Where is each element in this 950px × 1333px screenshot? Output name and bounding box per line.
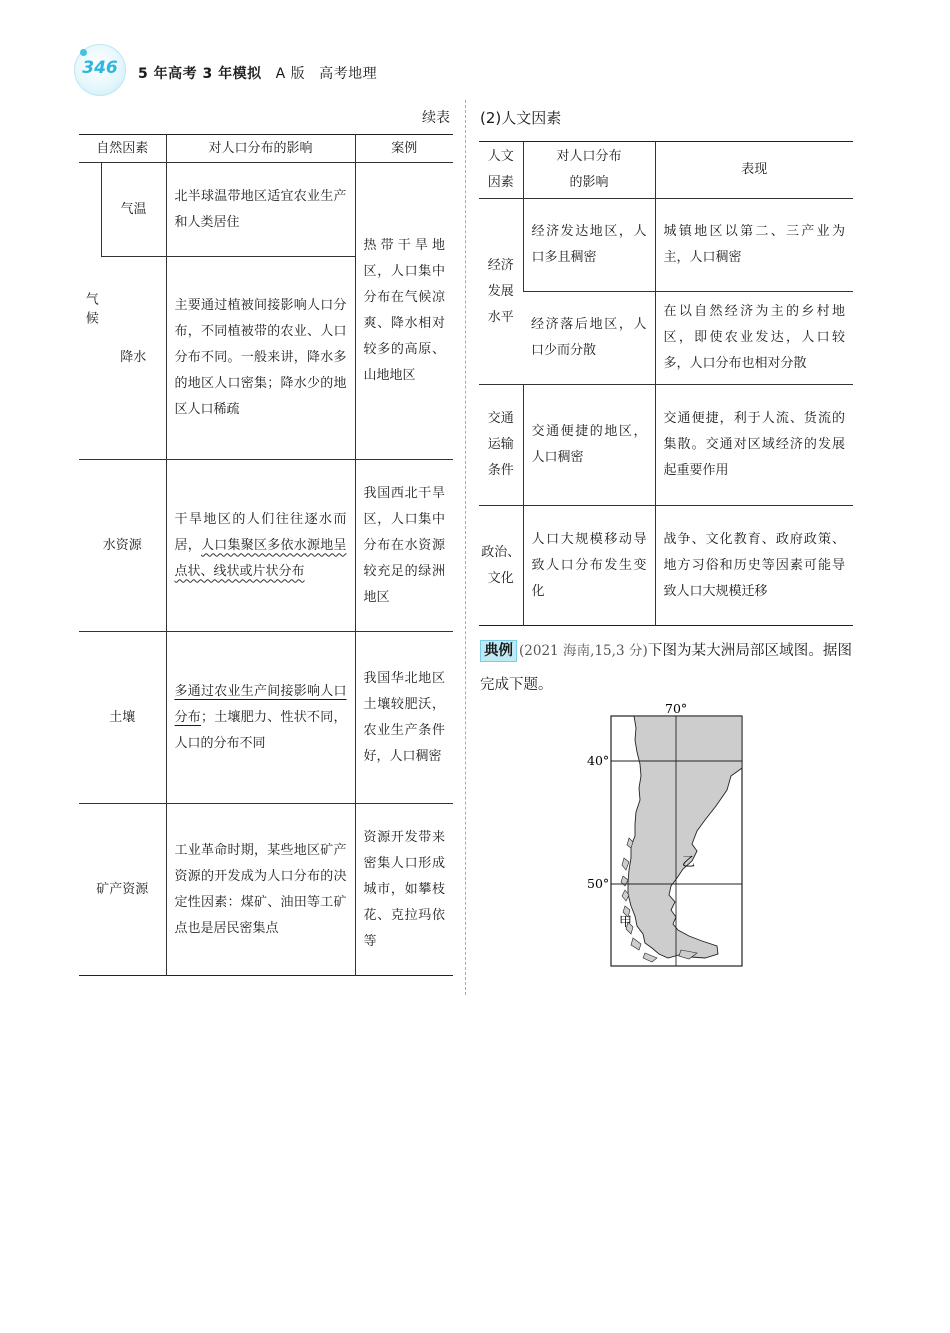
- human-factors-table: [479, 141, 853, 626]
- water-factor: 水资源: [79, 460, 166, 632]
- book-title: 5 年高考 3 年模拟: [138, 66, 262, 82]
- politics-culture-factor: 政治、文化: [479, 506, 523, 626]
- economy-row2-manifestation: 在以自然经济为主的乡村地区，即使农业发达，人口较多，人口分布也相对分散: [655, 292, 853, 385]
- example-question: [480, 634, 852, 702]
- water-influence-plain: 干旱地区的人们往往逐水而居，: [174, 511, 347, 553]
- minerals-case: 资源开发带来密集人口形成城市，如攀枝花、克拉玛依等: [355, 804, 453, 976]
- book-subject: 高考地理: [319, 66, 378, 82]
- place-label-yi: 乙: [682, 855, 696, 870]
- book-header: [138, 63, 377, 83]
- minerals-factor: 矿产资源: [79, 804, 166, 976]
- place-label-jia: 甲: [619, 915, 633, 930]
- lat-label-40: 40°: [587, 753, 610, 768]
- book-edition: A 版: [275, 66, 306, 82]
- temperature-influence: 北半球温带地区适宜农业生产和人类居住: [166, 163, 355, 257]
- region-map: [585, 698, 750, 973]
- economy-row1-manifestation: 城镇地区以第二、三产业为主，人口稠密: [655, 199, 853, 292]
- politics-culture-manifestation: 战争、文化教育、政府政策、地方习俗和历史等因素可能导致人口大规模迁移: [655, 506, 853, 626]
- transport-manifestation: 交通便捷，利于人流、货流的集散。交通对区域经济的发展起重要作用: [655, 385, 853, 506]
- natural-factors-table: [79, 134, 453, 976]
- example-badge: 典例: [480, 640, 517, 662]
- climate-case: 热带干旱地区，人口集中分布在气候凉爽、降水相对较多的高原、山地地区: [355, 163, 453, 460]
- badge-dot-icon: [80, 49, 87, 56]
- header-influence: 对人口分布的影响: [166, 135, 355, 163]
- page-number: 346: [82, 58, 118, 78]
- section-title: (2)人文因素: [480, 109, 562, 127]
- precipitation-influence: 主要通过植被间接影响人口分布，不同植被带的农业、人口分布不同。一般来讲，降水多的地区人口密集；降水少的地区人口稀疏: [166, 257, 355, 460]
- water-influence: [166, 460, 355, 632]
- header-human-influence: 对人口分布的影响: [523, 142, 655, 199]
- politics-culture-influence: 人口大规模移动导致人口分布发生变化: [523, 506, 655, 626]
- example-text: 下图为某大洲局部区域图。据图完成下题。: [480, 643, 852, 693]
- lon-label-70: 70°: [665, 701, 688, 716]
- header-human-factor: 人文因素: [479, 142, 523, 199]
- economy-group-cell: [479, 199, 523, 385]
- transport-factor: 交通运输条件: [479, 385, 523, 506]
- transport-influence: 交通便捷的地区，人口稠密: [523, 385, 655, 506]
- soil-influence: [166, 632, 355, 804]
- soil-factor: 土壤: [79, 632, 166, 804]
- climate-group-label: 气候: [82, 292, 98, 330]
- water-case: 我国西北干旱区，人口集中分布在水资源较充足的绿洲地区: [355, 460, 453, 632]
- example-source: (2021 海南,15,3 分): [519, 643, 648, 659]
- soil-influence-plain: ；土壤肥力、性状不同，人口的分布不同: [174, 709, 347, 751]
- header-case: 案例: [355, 135, 453, 163]
- header-manifestation: 表现: [655, 142, 853, 199]
- header-natural-factor: 自然因素: [79, 135, 166, 163]
- column-divider: [465, 100, 466, 995]
- economy-row2-influence: 经济落后地区，人口少而分散: [523, 292, 655, 385]
- minerals-influence: 工业革命时期，某些地区矿产资源的开发成为人口分布的决定性因素：煤矿、油田等工矿点也是居民密集点: [166, 804, 355, 976]
- economy-row1-influence: 经济发达地区，人口多且稠密: [523, 199, 655, 292]
- soil-case: 我国华北地区土壤较肥沃，农业生产条件好，人口稠密: [355, 632, 453, 804]
- economy-group-label: 经济发展水平: [487, 257, 514, 325]
- precipitation-factor: 降水: [101, 257, 166, 460]
- lat-label-50: 50°: [587, 876, 610, 891]
- continued-label: 续表: [422, 110, 450, 126]
- climate-group-cell: [79, 163, 101, 460]
- water-influence-key-point: 人口集聚区多依水源地呈点状、线状或片状分布: [174, 537, 347, 579]
- soil-influence-key-point: 多通过农业生产间接影响人口分布: [174, 683, 347, 725]
- temperature-factor: 气温: [101, 163, 166, 257]
